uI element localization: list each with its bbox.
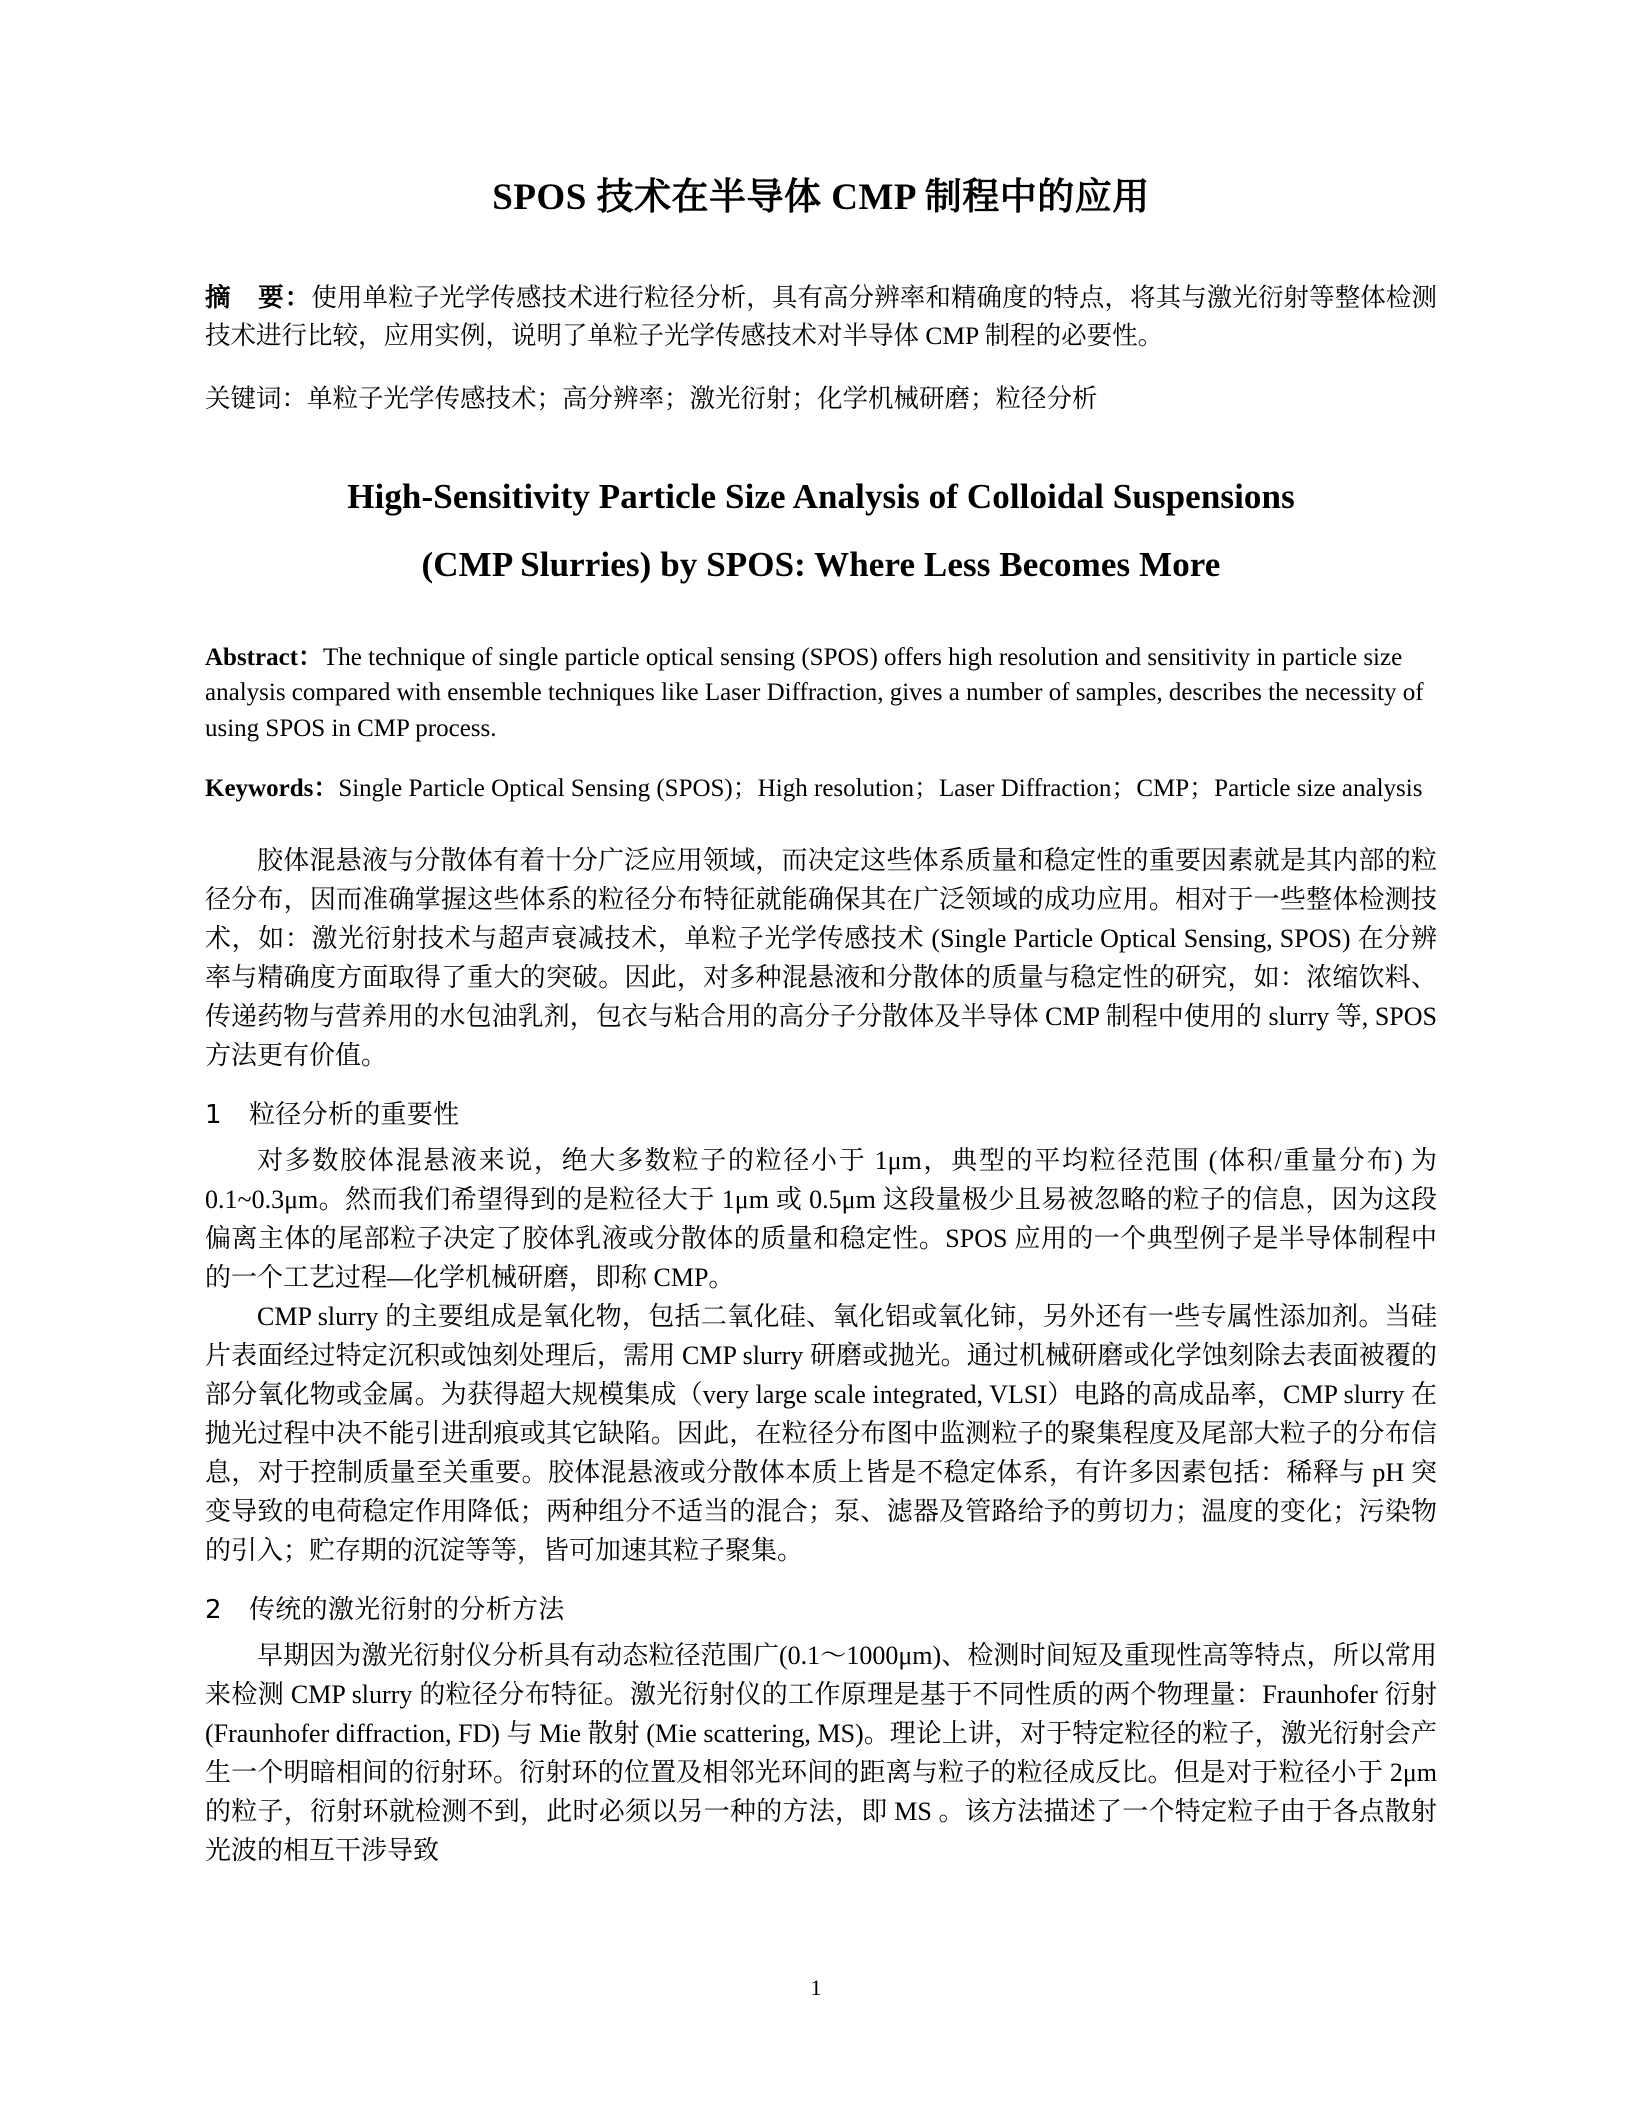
section-1-paragraph-1: 对多数胶体混悬液来说，绝大多数粒子的粒径小于 1μm，典型的平均粒径范围 (体积/重量分布) 为 0.1~0.3μm。然而我们希望得到的是粒径大于 1μm 或 0.5μm 这段量极少且易被忽略的粒子的信息，因为这段偏离主体的尾部粒子决定了胶体乳液或分散体的质量和稳定性。SPOS 应用的一个典型例子是半导体制程中的一个工艺过程—化学机械研磨，即称 CMP。	[205, 1145, 1437, 1292]
section-heading-1	[205, 1094, 1437, 1131]
chinese-title: SPOS 技术在半导体 CMP 制程中的应用	[492, 177, 1150, 218]
english-keywords-text: Single Particle Optical Sensing (SPOS)；High resolution；Laser Diffraction；CMP；Particle size analysis	[338, 775, 1423, 803]
intro-paragraph: 胶体混悬液与分散体有着十分广泛应用领域，而决定这些体系质量和稳定性的重要因素就是其内部的粒径分布，因而准确掌握这些体系的粒径分布特征就能确保其在广泛领域的成功应用。相对于一些整体检测技术，如：激光衍射技术与超声衰减技术，单粒子光学传感技术 (Single Particle Optical Sensing, SPOS) 在分辨率与精确度方面取得了重大的突破。因此，对多种混悬液和分散体的质量与稳定性的研究，如：浓缩饮料、传递药物与营养用的水包油乳剂，包衣与粘合用的高分子分散体及半导体 CMP 制程中使用的 slurry 等, SPOS 方法更有价值。	[205, 845, 1437, 1070]
english-abstract-text: The technique of single particle optical sensing (SPOS) offers high resolution and sensitivity in particle size analysis compared with ensemble techniques like Laser Diffraction, gives a number of samples, describes the necessity of using SPOS in CMP process.	[205, 643, 1424, 742]
chinese-abstract	[205, 279, 1437, 354]
english-abstract	[205, 640, 1437, 747]
english-title-line2: (CMP Slurries) by SPOS: Where Less Becomes More	[421, 545, 1221, 585]
chinese-keywords: 关键词：单粒子光学传感技术；高分辨率；激光衍射；化学机械研磨；粒径分析	[205, 383, 1098, 413]
page-content	[205, 0, 1437, 1870]
section-heading-2	[205, 1589, 1437, 1626]
english-title-line1: High-Sensitivity Particle Size Analysis of Colloidal Suspensions	[347, 477, 1295, 517]
section-title-2: 传统的激光衍射的分析方法	[249, 1594, 565, 1625]
english-title	[205, 463, 1437, 600]
english-abstract-label: Abstract：	[205, 643, 324, 671]
english-keywords-label: Keywords：	[205, 775, 339, 803]
section-number-1: 1	[205, 1099, 222, 1130]
page-number: 1	[810, 1975, 822, 2000]
section-title-1: 粒径分析的重要性	[249, 1099, 460, 1130]
section-2-paragraph-1: 早期因为激光衍射仪分析具有动态粒径范围广(0.1～1000μm)、检测时间短及重现性高等特点，所以常用来检测 CMP slurry 的粒径分布特征。激光衍射仪的工作原理是基于不同性质的两个物理量：Fraunhofer 衍射(Fraunhofer diffraction, FD) 与 Mie 散射 (Mie scattering, MS)。理论上讲，对于特定粒径的粒子，激光衍射会产生一个明暗相间的衍射环。衍射环的位置及相邻光环间的距离与粒子的粒径成反比。但是对于粒径小于 2μm 的粒子，衍射环就检测不到，此时必须以另一种的方法，即 MS 。该方法描述了一个特定粒子由于各点散射光波的相互干涉导致	[205, 1640, 1437, 1865]
chinese-abstract-label: 摘 要：	[205, 283, 312, 313]
section-number-2: 2	[205, 1594, 222, 1625]
section-1-paragraph-2: CMP slurry 的主要组成是氧化物，包括二氧化硅、氧化铝或氧化铈，另外还有一些专属性添加剂。当硅片表面经过特定沉积或蚀刻处理后，需用 CMP slurry 研磨或抛光。通过机械研磨或化学蚀刻除去表面被覆的部分氧化物或金属。为获得超大规模集成（very large scale integrated, VLSI）电路的高成品率，CMP slurry 在抛光过程中决不能引进刮痕或其它缺陷。因此，在粒径分布图中监测粒子的聚集程度及尾部大粒子的分布信息，对于控制质量至关重要。胶体混悬液或分散体本质上皆是不稳定体系，有许多因素包括：稀释与 pH 突变导致的电荷稳定作用降低；两种组分不适当的混合；泵、滤器及管路给予的剪切力；温度的变化；污染物的引入；贮存期的沉淀等等，皆可加速其粒子聚集。	[205, 1301, 1437, 1565]
chinese-abstract-text: 使用单粒子光学传感技术进行粒径分析，具有高分辨率和精确度的特点，将其与激光衍射等整体检测技术进行比较，应用实例，说明了单粒子光学传感技术对半导体 CMP 制程的必要性。	[205, 283, 1437, 350]
english-keywords	[205, 771, 1437, 807]
